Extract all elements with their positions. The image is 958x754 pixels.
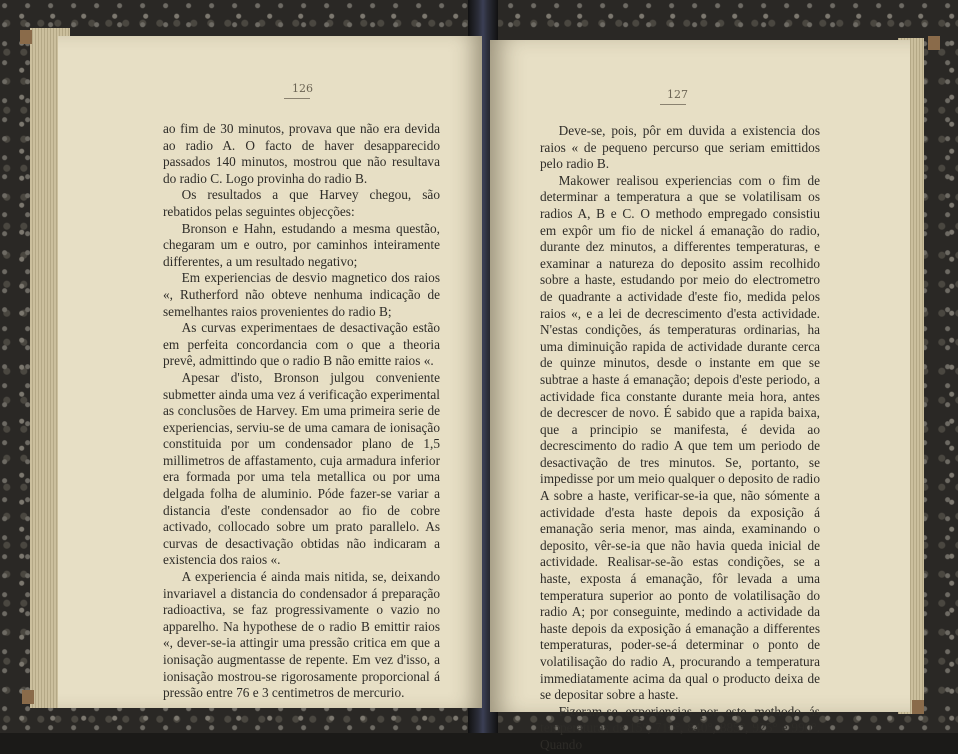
- leather-corner: [22, 690, 34, 704]
- paragraph: As curvas experimentaes de desactivação estão em perfeita concordancia com o que a theoria prevê, admittindo que o radio B não emitte raios «.: [163, 320, 440, 369]
- paragraph: Em experiencias de desvio magnetico dos raios «, Rutherford não obteve nenhuma indicação de semelhantes raios provenientes do radio B;: [163, 270, 440, 319]
- paragraph: A experiencia é ainda mais nitida, se, deixando invariavel a distancia do condensador á preparação radioactiva, se faz progressivamente o vazio no apparelho. Na hypothese de o radio B emittir raios «, dever-se-ia attingir uma pressão critica em que a ionisação augmentasse de repente. Em vez d'isso, a ionisação mostrou-se rigorosamente proporcional á pressão entre 76 e 3 centimetros de mercurio.: [163, 569, 440, 701]
- paragraph: Apesar d'isto, Bronson julgou conveniente submetter ainda uma vez á verificação experimental as conclusões de Harvey. Em uma primeira serie de experiencias, serviu-se de uma camara de ionisação constituida por um condensador plano de 1,5 millimetros de affastamento, cuja armadura inferior era formada por uma tela metallica ou por uma delgada folha de aluminio. Póde fazer-se variar a distancia d'este condensador ao fio de cobre activado, collocado sobre um prato parallelo. As curvas de desactivação obtidas não indicaram a existencia dos raios «.: [163, 369, 440, 568]
- page-number-rule: [660, 104, 686, 105]
- paragraph: Os resultados a que Harvey chegou, são rebatidos pelas seguintes objecções:: [163, 187, 440, 219]
- left-page: [58, 36, 482, 708]
- page-number: 126: [292, 82, 313, 95]
- paragraph: Makower realisou experiencias com o fim de determinar a temperatura a que se volatilisam os radios A, B e C. O methodo empregado consistiu em expôr um fio de nickel á emanação do radio, durante dez minutos, a differentes temperaturas, e examinar a natureza do deposito assim recolhido sobre a haste, estudando por meio do electrometro de quadrante a actividade d'este fio, medida pelos raios «, e a lei de decrescimento d'esta actividade. N'estas condições, ás temperaturas ordinarias, ha uma diminuição rapida de actividade durante cerca de quinze minutos, desde o instante em que se subtrae a haste á emanação; depois d'este periodo, a actividade fica constante durante meia hora, antes de decrescer de novo. É sabido que a rapida baixa, que a principio se manifesta, é devida ao decrescimento do radio A que tem um periodo de desactivação de tres minutos. Se, portanto, se impedisse por um meio qualquer o deposito de radio A sobre a haste, verificar-se-ia que, não sómente a actividade d'esta haste depois da exposição á emanação seria menor, mas ainda, examinando o deposito, vêr-se-ia que não havia queda inicial de actividade. Realisar-se-ão estas condições, se a haste, exposta á emanação, fôr levada a uma temperatura superior ao ponto de volatilisação do radio A; por conseguinte, medindo a actividade da haste depois da exposição á emanação a differentes temperaturas, poder-se-á determinar o ponto de volatilisação do radio A, procurando a temperatura immediatamente acima da qual o producto deixa de se depositar sobre a haste.: [540, 172, 820, 703]
- page-body: [163, 121, 440, 702]
- leather-corner: [20, 30, 32, 44]
- right-page: [490, 40, 910, 752]
- page-number-rule: [284, 98, 310, 99]
- leather-corner: [912, 700, 924, 714]
- paragraph: Fizeram-se experiencias por este methodo ás temperaturas de 15°, 710°, 840°, 885°, 925° e 990°. Quando: [540, 703, 820, 752]
- page-number: 127: [667, 88, 688, 101]
- page-body: [540, 123, 820, 754]
- paragraph: ao fim de 30 minutos, provava que não era devida ao radio A. O facto de haver desapparecido passados 140 minutos, mostrou que não resultava do radio C. Logo provinha do radio B.: [163, 121, 440, 186]
- paragraph: Deve-se, pois, pôr em duvida a existencia dos raios « de pequeno percurso que seriam emittidos pelo radio B.: [540, 123, 820, 172]
- paragraph: Bronson e Hahn, estudando a mesma questão, chegaram um e outro, por caminhos inteiramente differentes, a um resultado negativo;: [163, 220, 440, 269]
- leather-corner: [928, 36, 940, 50]
